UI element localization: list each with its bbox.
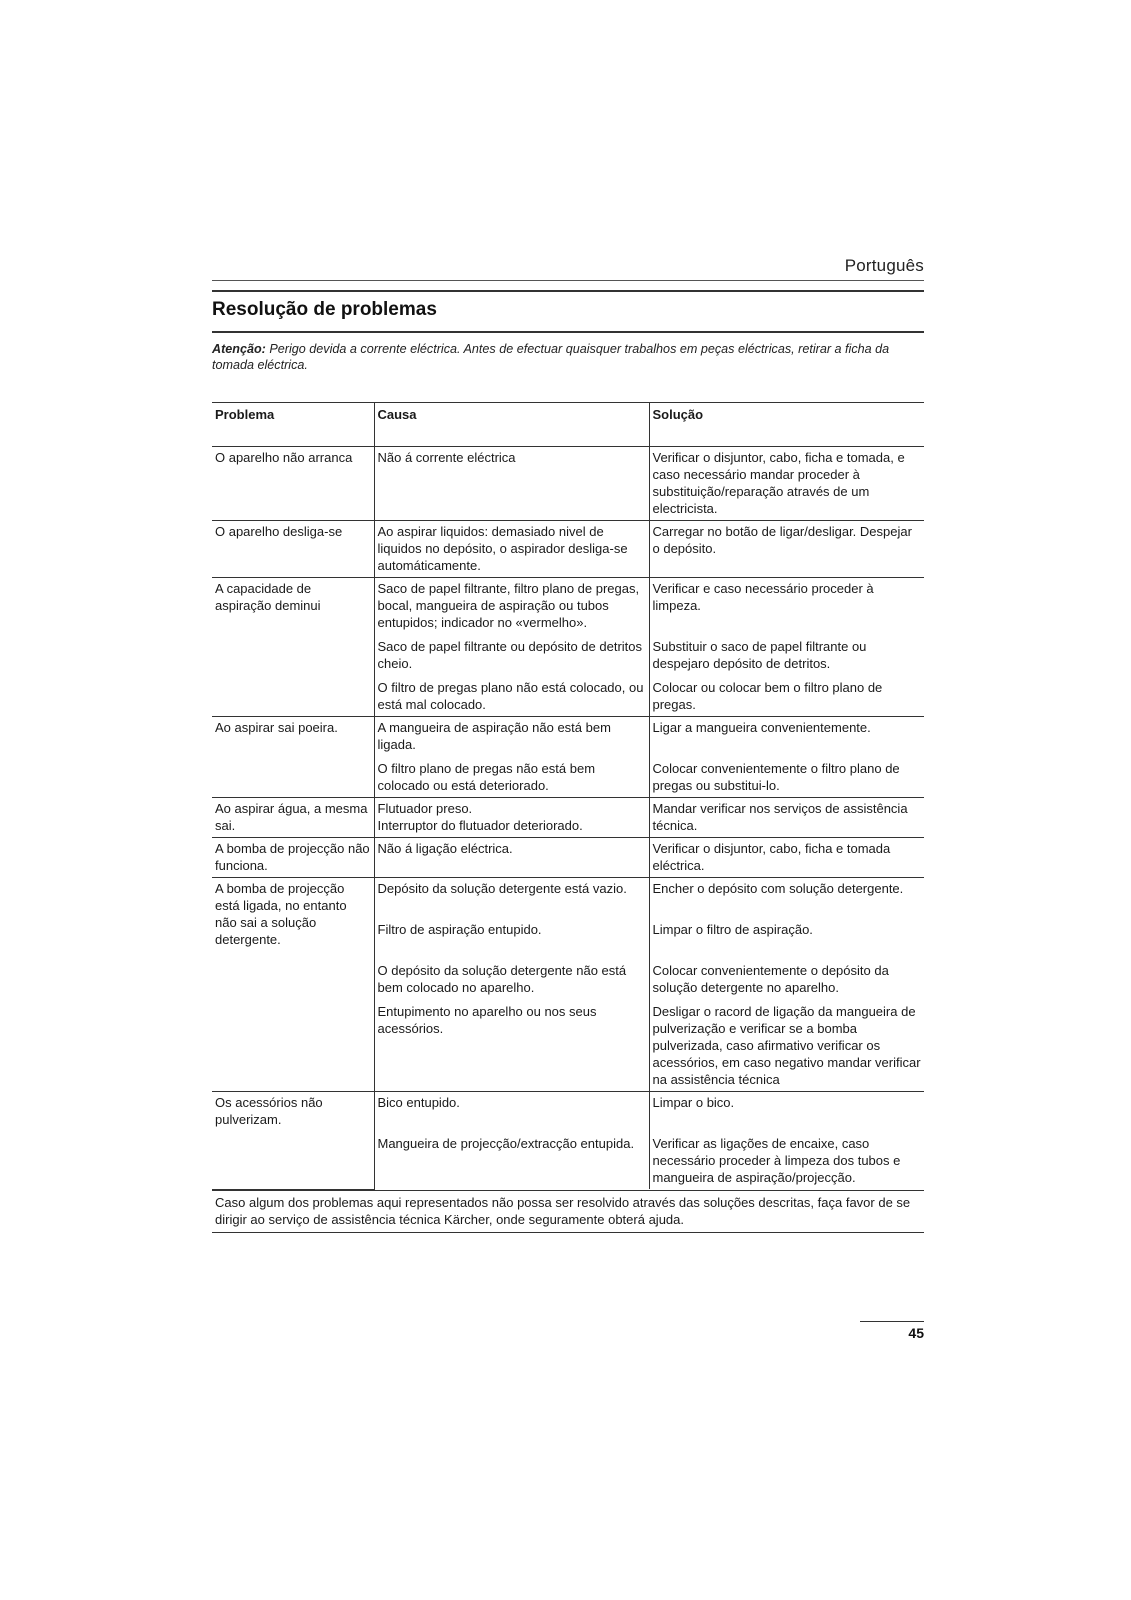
problem-cell: O aparelho desliga-se xyxy=(212,521,374,578)
warning-label: Atenção: xyxy=(212,342,266,356)
solution-cell: Colocar ou colocar bem o filtro plano de pregas. xyxy=(652,680,883,712)
troubleshooting-table xyxy=(212,402,924,1190)
title-bottom-divider xyxy=(212,331,924,333)
cause-cell: Flutuador preso. Interruptor do flutuador deteriorado. xyxy=(374,798,649,838)
section-title: Resolução de problemas xyxy=(212,299,437,320)
solution-cell: Carregar no botão de ligar/desligar. Despejar o depósito. xyxy=(649,521,924,578)
table-row xyxy=(212,717,924,757)
cause-cell: Não á corrente eléctrica xyxy=(374,447,649,521)
solution-cell: Limpar o bico. xyxy=(649,1092,924,1115)
table-header-row xyxy=(212,403,924,447)
solution-cell: Mandar verificar nos serviços de assistência técnica. xyxy=(649,798,924,838)
table-body xyxy=(212,447,924,1190)
cause-cell: Entupimento no aparelho ou nos seus acessórios. xyxy=(374,999,649,1092)
cause-cell: Saco de papel filtrante ou depósito de detritos cheio. xyxy=(374,634,649,675)
language-label: Português xyxy=(844,256,924,275)
solution-cell: Verificar e caso necessário proceder à limpeza. xyxy=(649,578,924,635)
problem-cell: Ao aspirar água, a mesma sai. xyxy=(212,798,374,838)
cause-cell: Bico entupido. xyxy=(374,1092,649,1115)
assistance-footnote: Caso algum dos problemas aqui representados não possa ser resolvido através das soluções descritas, faça favor de se dirigir ao serviço de assistência técnica Kärcher, onde seguramente obterá ajuda. xyxy=(212,1190,924,1233)
cause-cell: O depósito da solução detergente não está bem colocado no aparelho. xyxy=(374,941,649,999)
problem-cell: Ao aspirar sai poeira. xyxy=(212,717,374,798)
problem-cell: A bomba de projecção não funciona. xyxy=(212,838,374,878)
cause-cell: Não á ligação eléctrica. xyxy=(374,838,649,878)
solution-cell: Colocar convenientemente o depósito da solução detergente no aparelho. xyxy=(652,963,889,995)
cause-cell: Depósito da solução detergente está vazio. xyxy=(374,878,649,901)
solution-cell: Encher o depósito com solução detergente. xyxy=(649,878,924,901)
cause-cell: A mangueira de aspiração não está bem ligada. xyxy=(374,717,649,757)
header-divider xyxy=(212,280,924,281)
cause-cell: Saco de papel filtrante, filtro plano de pregas, bocal, mangueira de aspiração ou tubos entupidos; indicador no «vermelho». xyxy=(374,578,649,635)
manual-page xyxy=(212,0,924,1600)
cause-cell: Mangueira de projecção/extracção entupida. xyxy=(374,1114,649,1189)
page-number: 45 xyxy=(908,1325,924,1341)
problem-cell: A bomba de projecção está ligada, no entanto não sai a solução detergente. xyxy=(212,878,374,1092)
table-row xyxy=(212,878,924,901)
solution-cell: Verificar as ligações de encaixe, caso necessário proceder à limpeza dos tubos e mangueira de aspiração/projecção. xyxy=(652,1136,901,1185)
solution-cell: Verificar o disjuntor, cabo, ficha e tomada eléctrica. xyxy=(649,838,924,878)
table-row xyxy=(212,798,924,838)
header-cause: Causa xyxy=(374,403,649,447)
solution-cell: Colocar convenientemente o filtro plano de pregas ou substitui-lo. xyxy=(652,761,900,793)
cause-cell: Filtro de aspiração entupido. xyxy=(374,900,649,941)
solution-cell: Substituir o saco de papel filtrante ou despejaro depósito de detritos. xyxy=(652,639,867,671)
problem-cell: O aparelho não arranca xyxy=(212,447,374,521)
table-row xyxy=(212,838,924,878)
table-row xyxy=(212,447,924,521)
cause-cell: O filtro plano de pregas não está bem colocado ou está deteriorado. xyxy=(374,756,649,798)
table-row xyxy=(212,521,924,578)
page-number-rule xyxy=(860,1321,924,1322)
header-solution: Solução xyxy=(649,403,924,447)
warning-note xyxy=(212,341,924,373)
solution-cell: Desligar o racord de ligação da mangueira de pulverização e verificar se a bomba pulverizada, caso afirmativo verificar os acessórios, em caso negativo mandar verificar na assistência técnica xyxy=(652,1004,921,1087)
title-top-divider xyxy=(212,290,924,292)
table-row xyxy=(212,578,924,635)
problem-cell: A capacidade de aspiração deminui xyxy=(212,578,374,717)
table-row xyxy=(212,1092,924,1115)
header-problem: Problema xyxy=(212,403,374,447)
cause-cell: O filtro de pregas plano não está colocado, ou está mal colocado. xyxy=(374,675,649,717)
solution-cell: Ligar a mangueira convenientemente. xyxy=(649,717,924,757)
cause-cell: Ao aspirar liquidos: demasiado nivel de liquidos no depósito, o aspirador desliga-se automáticamente. xyxy=(374,521,649,578)
solution-cell: Verificar o disjuntor, cabo, ficha e tomada, e caso necessário mandar proceder à substituição/reparação através de um electricista. xyxy=(649,447,924,521)
solution-cell: Limpar o filtro de aspiração. xyxy=(652,922,813,937)
warning-text: Perigo devida a corrente eléctrica. Antes de efectuar quaisquer trabalhos em peças eléctricas, retirar a ficha da tomada eléctrica. xyxy=(212,342,890,372)
problem-cell: Os acessórios não pulverizam. xyxy=(212,1092,374,1190)
